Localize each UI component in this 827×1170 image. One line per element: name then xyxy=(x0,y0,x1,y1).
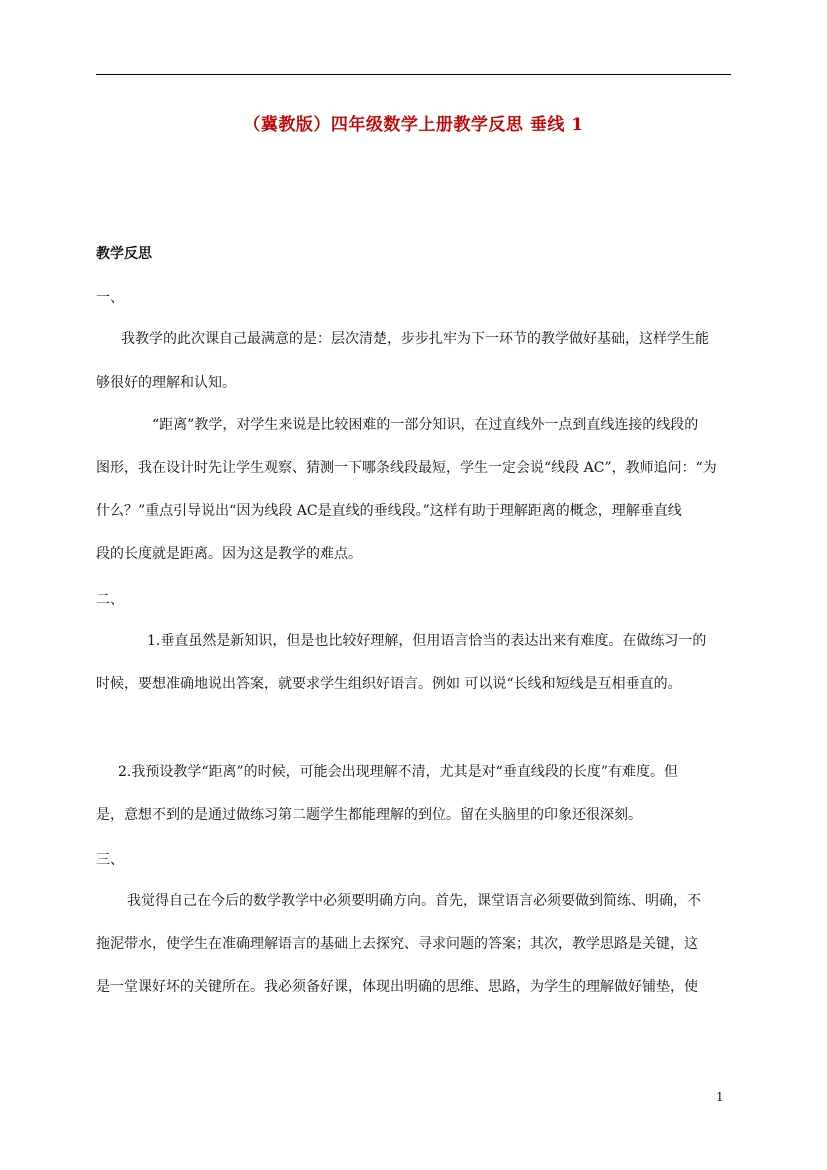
section-label-3: 三、 xyxy=(96,852,124,868)
paragraph-line: “距离”教学，对学生来说是比较困难的一部分知识，在过直线外一点到直线连接的线段的 xyxy=(152,417,699,433)
paragraph-line: 够很好的理解和认知。 xyxy=(96,375,236,391)
paragraph-line: 我教学的此次课自己最满意的是：层次清楚，步步扎牢为下一环节的教学做好基础，这样学生能 xyxy=(121,331,709,347)
document-title: （冀教版）四年级数学上册教学反思 垂线 1 xyxy=(243,115,584,135)
paragraph-line: 2.我预设教学“距离”的时候，可能会出现理解不清，尤其是对“垂直线段的长度”有难度。但 xyxy=(118,764,678,780)
paragraph-line: 是，意想不到的是通过做练习第二题学生都能理解的到位。留在头脑里的印象还很深刻。 xyxy=(96,807,642,823)
paragraph-line: 我觉得自己在今后的数学教学中必须要明确方向。首先，课堂语言必须要做到简练、明确，不 xyxy=(127,893,701,909)
paragraph-line: 1.垂直虽然是新知识，但是也比较好理解，但用语言恰当的表达出来有难度。在做练习一的 xyxy=(147,633,707,649)
section-heading: 教学反思 xyxy=(96,246,152,262)
paragraph-line: 时候，要想准确地说出答案，就要求学生组织好语言。例如 可以说“长线和短线是互相垂直的。 xyxy=(96,676,682,692)
section-label-2: 二、 xyxy=(96,592,124,608)
paragraph-line: 图形，我在设计时先让学生观察、猜测一下哪条线段最短，学生一定会说“线段 AC”，教师追问：“为 xyxy=(96,460,717,476)
section-label-1: 一、 xyxy=(96,290,124,306)
header-rule xyxy=(96,74,731,75)
paragraph-line: 是一堂课好坏的关键所在。我必须备好课，体现出明确的思维、思路，为学生的理解做好铺垫，使 xyxy=(96,979,698,995)
page-number: 1 xyxy=(716,1090,724,1104)
paragraph-line: 什么？”重点引导说出“因为线段 AC是直线的垂线段。”这样有助于理解距离的概念，理解垂直线 xyxy=(96,503,682,519)
paragraph-line: 段的长度就是距离。因为这是教学的难点。 xyxy=(96,546,362,562)
paragraph-line: 拖泥带水，使学生在准确理解语言的基础上去探究、寻求问题的答案；其次，教学思路是关键，这 xyxy=(96,936,698,952)
